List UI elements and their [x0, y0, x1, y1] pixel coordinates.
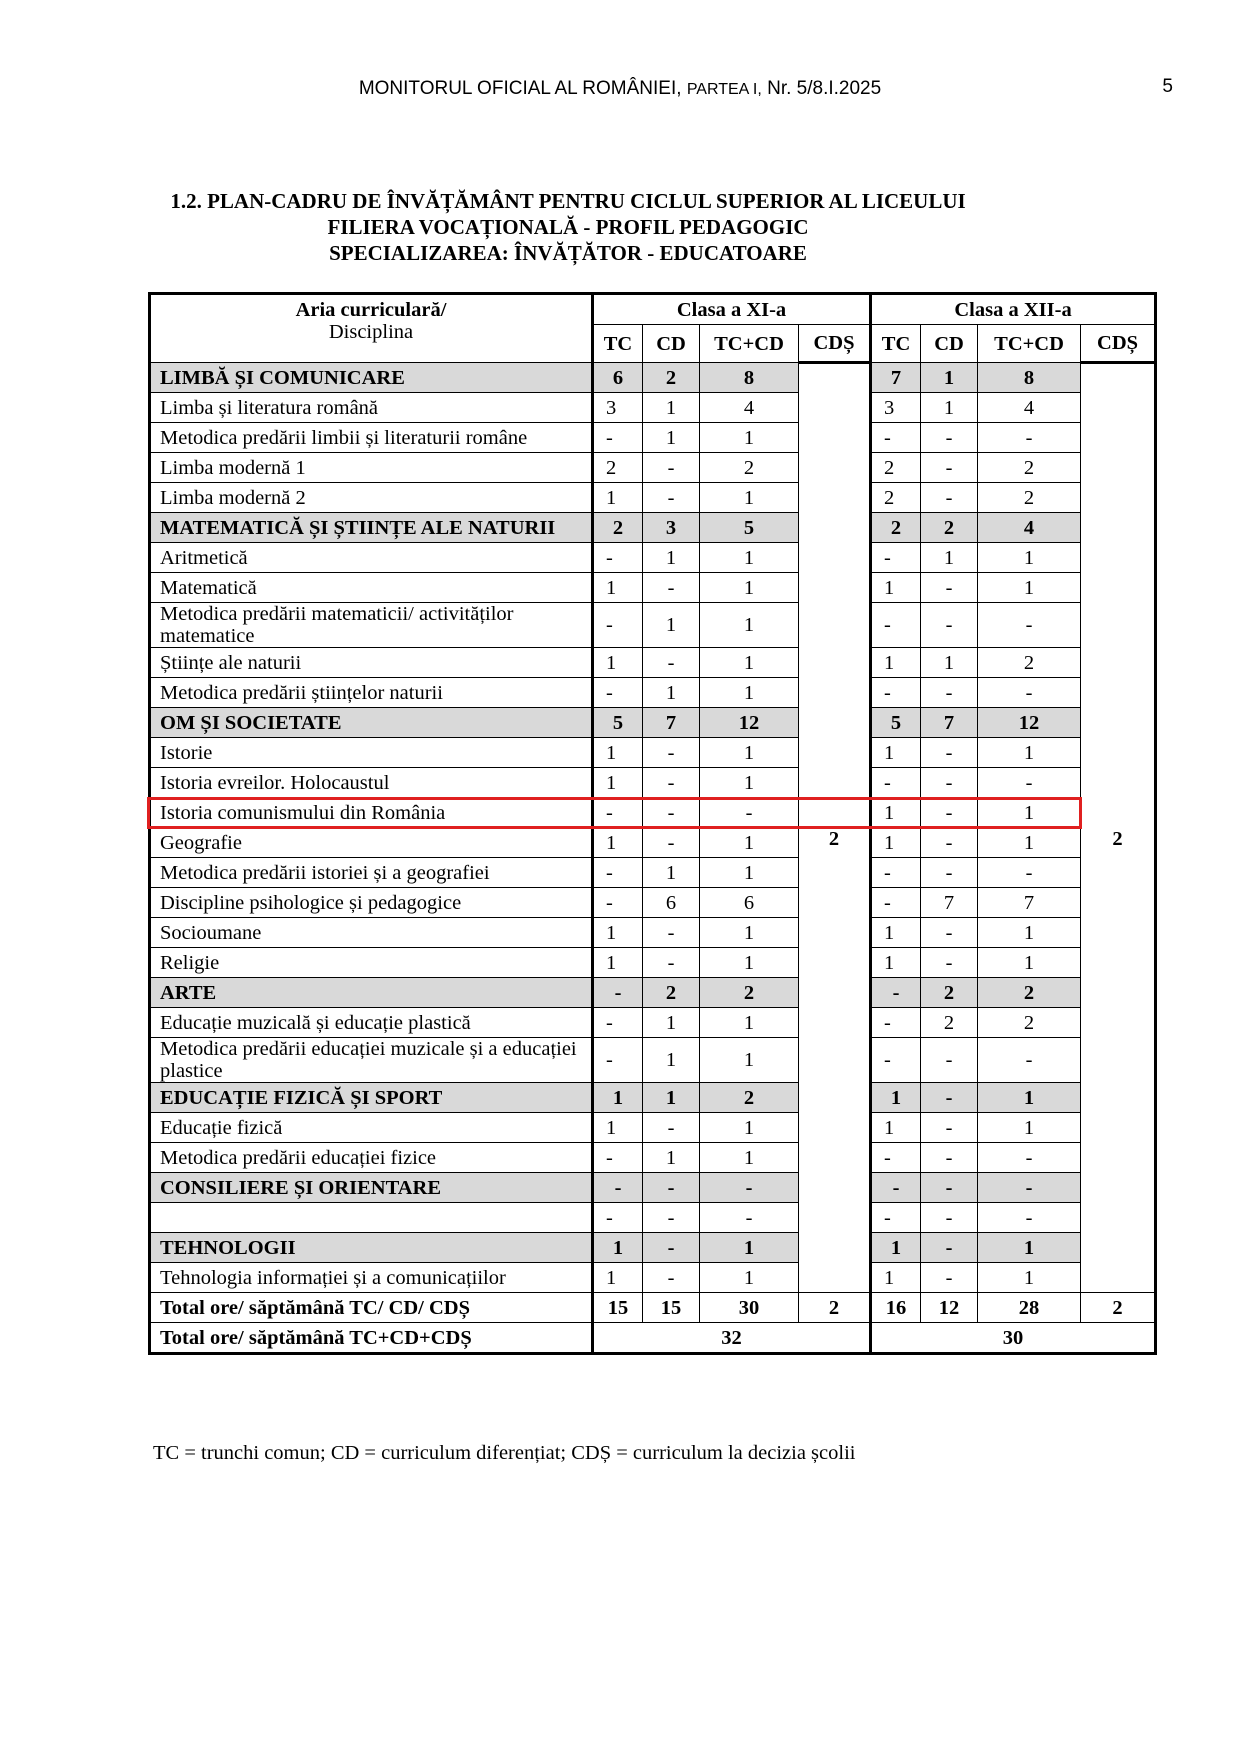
discipline-name: OM ȘI SOCIETATE	[150, 708, 593, 738]
hours-cell: -	[871, 1173, 921, 1203]
hours-cell: -	[593, 1143, 643, 1173]
hours-cell: 1	[700, 948, 799, 978]
header-area-cell	[150, 294, 593, 363]
hours-cell: 1	[700, 678, 799, 708]
hours-cell: -	[593, 798, 643, 828]
hours-cell: -	[921, 948, 978, 978]
hours-cell: 6	[700, 888, 799, 918]
hours-cell: -	[921, 738, 978, 768]
hours-cell: 1	[921, 363, 978, 393]
hours-cell: 1	[593, 1263, 643, 1293]
hours-cell: 1	[593, 1113, 643, 1143]
hours-cell: -	[978, 603, 1081, 648]
total-cell: 15	[593, 1293, 643, 1323]
hours-cell: 1	[643, 393, 700, 423]
hours-cell: 2	[643, 978, 700, 1008]
hours-cell: -	[921, 453, 978, 483]
hours-cell: -	[978, 768, 1081, 798]
hours-cell: 2	[700, 1083, 799, 1113]
hours-cell: 1	[700, 1263, 799, 1293]
hours-cell: 1	[593, 1233, 643, 1263]
discipline-name: Religie	[150, 948, 593, 978]
hours-cell: -	[921, 768, 978, 798]
hours-cell: -	[593, 1038, 643, 1083]
hours-cell: 1	[643, 1008, 700, 1038]
subheader-tc-12: TC	[871, 325, 921, 363]
hours-cell: 1	[700, 1113, 799, 1143]
hours-cell: -	[921, 423, 978, 453]
table-row	[150, 483, 1156, 513]
hours-cell: 1	[700, 573, 799, 603]
hours-cell: 7	[921, 888, 978, 918]
discipline-name: Științe ale naturii	[150, 648, 593, 678]
hours-cell: -	[978, 1143, 1081, 1173]
hours-cell: 1	[700, 918, 799, 948]
table-row	[150, 1203, 1156, 1233]
hours-cell: -	[593, 1173, 643, 1203]
hours-cell: 1	[871, 1263, 921, 1293]
hours-cell: 7	[643, 708, 700, 738]
hours-cell: 12	[978, 708, 1081, 738]
hours-cell: 1	[978, 948, 1081, 978]
hours-cell: 12	[700, 708, 799, 738]
discipline-name: Istoria comunismului din România	[150, 798, 593, 828]
hours-cell: 1	[700, 423, 799, 453]
total-cell: 15	[643, 1293, 700, 1323]
hours-cell: -	[643, 1113, 700, 1143]
hours-cell: 2	[921, 1008, 978, 1038]
hours-cell: 1	[871, 828, 921, 858]
hours-cell: 3	[871, 393, 921, 423]
hours-cell: -	[978, 1038, 1081, 1083]
table-row	[150, 543, 1156, 573]
hours-cell: 5	[871, 708, 921, 738]
hours-cell: 1	[700, 543, 799, 573]
hours-cell: -	[643, 483, 700, 513]
hours-cell: 1	[871, 1113, 921, 1143]
hours-cell: -	[871, 678, 921, 708]
hours-cell: -	[593, 543, 643, 573]
hours-cell: -	[871, 1203, 921, 1233]
hours-cell: 1	[871, 948, 921, 978]
hours-cell: 1	[700, 768, 799, 798]
hours-cell: 1	[700, 828, 799, 858]
discipline-name: Metodica predării matematicii/ activităților matematice	[150, 603, 593, 648]
hours-cell: -	[643, 948, 700, 978]
hours-cell: -	[921, 1173, 978, 1203]
area-row	[150, 978, 1156, 1008]
hours-cell: 1	[921, 543, 978, 573]
hours-cell: -	[921, 1038, 978, 1083]
curriculum-table	[148, 292, 1157, 1355]
discipline-name: ARTE	[150, 978, 593, 1008]
hours-cell: 1	[978, 1083, 1081, 1113]
hours-cell: -	[871, 1143, 921, 1173]
hours-cell: -	[921, 1083, 978, 1113]
hours-cell: 1	[871, 1233, 921, 1263]
hours-cell: 1	[643, 678, 700, 708]
hours-cell: 1	[700, 648, 799, 678]
hours-cell: -	[593, 978, 643, 1008]
total-cell: 2	[1081, 1293, 1156, 1323]
hours-cell: -	[593, 1203, 643, 1233]
hours-cell: 4	[700, 393, 799, 423]
hours-cell: -	[871, 888, 921, 918]
hours-cell: -	[921, 483, 978, 513]
hours-cell: 2	[978, 483, 1081, 513]
hours-cell: -	[871, 603, 921, 648]
hours-cell: 2	[700, 453, 799, 483]
total-cell: 30	[700, 1293, 799, 1323]
hours-cell: 1	[978, 918, 1081, 948]
cds-cell-11: 2	[799, 363, 871, 1293]
discipline-name: Istoria evreilor. Holocaustul	[150, 768, 593, 798]
table-row	[150, 828, 1156, 858]
hours-cell: 1	[643, 543, 700, 573]
hours-cell: -	[700, 1203, 799, 1233]
hours-cell: -	[921, 828, 978, 858]
hours-cell: -	[871, 1038, 921, 1083]
total-label: Total ore/ săptămână TC/ CD/ CDȘ	[150, 1293, 593, 1323]
discipline-name: Matematică	[150, 573, 593, 603]
hours-cell: -	[921, 1113, 978, 1143]
hours-cell: 2	[871, 513, 921, 543]
discipline-name: Educație muzicală și educație plastică	[150, 1008, 593, 1038]
discipline-name	[150, 1203, 593, 1233]
hours-cell: -	[921, 918, 978, 948]
hours-cell: -	[871, 423, 921, 453]
hours-cell: 8	[700, 363, 799, 393]
table-row	[150, 603, 1156, 648]
hours-cell: 1	[593, 918, 643, 948]
discipline-name: Istorie	[150, 738, 593, 768]
hours-cell: 1	[593, 768, 643, 798]
hours-cell: 5	[700, 513, 799, 543]
hours-cell: 1	[871, 918, 921, 948]
hours-cell: -	[593, 888, 643, 918]
discipline-name: Limba și literatura română	[150, 393, 593, 423]
discipline-name: Metodica predării limbii și literaturii române	[150, 423, 593, 453]
hours-cell: 1	[643, 858, 700, 888]
hours-cell: 1	[700, 858, 799, 888]
hours-cell: -	[643, 738, 700, 768]
hours-cell: 1	[978, 828, 1081, 858]
hours-cell: 1	[700, 738, 799, 768]
table-row	[150, 1263, 1156, 1293]
hours-cell: -	[700, 1173, 799, 1203]
hours-cell: 1	[978, 738, 1081, 768]
hours-cell: -	[643, 768, 700, 798]
hours-cell: 7	[978, 888, 1081, 918]
discipline-name: Tehnologia informației și a comunicațiilor	[150, 1263, 593, 1293]
subheader-cd-12: CD	[921, 325, 978, 363]
hours-cell: 2	[700, 978, 799, 1008]
table-row	[150, 648, 1156, 678]
hours-cell: -	[921, 1263, 978, 1293]
table-row	[150, 888, 1156, 918]
hours-cell: 1	[871, 798, 921, 828]
table-row	[150, 1038, 1156, 1083]
hours-cell: 1	[593, 948, 643, 978]
hours-cell: -	[921, 678, 978, 708]
cds-cell-12: 2	[1081, 363, 1156, 1293]
discipline-name: Socioumane	[150, 918, 593, 948]
hours-cell: -	[593, 858, 643, 888]
hours-cell: 7	[921, 708, 978, 738]
area-row	[150, 363, 1156, 393]
header-discipline-label: Disciplina	[328, 321, 414, 343]
hours-cell: 1	[700, 603, 799, 648]
hours-cell: 6	[643, 888, 700, 918]
header-area-label: Aria curriculară/	[295, 299, 447, 321]
page-header	[0, 78, 1240, 100]
hours-cell: 1	[593, 828, 643, 858]
area-row	[150, 1083, 1156, 1113]
table-row	[150, 1113, 1156, 1143]
hours-cell: -	[921, 1233, 978, 1263]
table-row	[150, 423, 1156, 453]
hours-cell: -	[643, 828, 700, 858]
total-cell: 12	[921, 1293, 978, 1323]
hours-cell: -	[978, 858, 1081, 888]
hours-cell: 1	[978, 1263, 1081, 1293]
hours-cell: 6	[593, 363, 643, 393]
hours-cell: 4	[978, 513, 1081, 543]
table-row	[150, 393, 1156, 423]
hours-cell: 1	[871, 648, 921, 678]
document-title-line-2: FILIERA VOCAȚIONALĂ - PROFIL PEDAGOGIC	[327, 215, 809, 239]
hours-cell: 1	[593, 483, 643, 513]
hours-cell: 2	[978, 453, 1081, 483]
hours-cell: 3	[593, 393, 643, 423]
discipline-name: TEHNOLOGII	[150, 1233, 593, 1263]
hours-cell: 1	[871, 738, 921, 768]
hours-cell: -	[593, 678, 643, 708]
discipline-name: Discipline psihologice și pedagogice	[150, 888, 593, 918]
hours-cell: -	[643, 798, 700, 828]
discipline-name: Educație fizică	[150, 1113, 593, 1143]
hours-cell: 1	[700, 483, 799, 513]
hours-cell: 1	[700, 1233, 799, 1263]
hours-cell: -	[921, 858, 978, 888]
hours-cell: 2	[871, 483, 921, 513]
hours-cell: 1	[643, 423, 700, 453]
hours-cell: 1	[921, 648, 978, 678]
hours-cell: 4	[978, 393, 1081, 423]
hours-cell: -	[978, 1203, 1081, 1233]
table-row	[150, 573, 1156, 603]
hours-cell: 2	[978, 1008, 1081, 1038]
hours-cell: 3	[643, 513, 700, 543]
total-combined-cell: 30	[871, 1323, 1156, 1354]
hours-cell: 8	[978, 363, 1081, 393]
hours-cell: -	[921, 603, 978, 648]
hours-cell: 2	[593, 513, 643, 543]
total-cell: 2	[799, 1293, 871, 1323]
subheader-tc-11: TC	[593, 325, 643, 363]
total-combined-label: Total ore/ săptămână TC+CD+CDȘ	[150, 1323, 593, 1354]
discipline-name: Limba modernă 1	[150, 453, 593, 483]
header-class-12: Clasa a XII-a	[871, 294, 1156, 325]
hours-cell: 1	[700, 1008, 799, 1038]
hours-cell: -	[700, 798, 799, 828]
table-row	[150, 918, 1156, 948]
subheader-tccd-11: TC+CD	[700, 325, 799, 363]
area-row	[150, 1173, 1156, 1203]
hours-cell: 1	[643, 603, 700, 648]
document-title-line-3: SPECIALIZAREA: ÎNVĂȚĂTOR - EDUCATOARE	[329, 241, 807, 265]
hours-cell: -	[978, 678, 1081, 708]
hours-cell: -	[593, 423, 643, 453]
discipline-name: Metodica predării educației muzicale și a educației plastice	[150, 1038, 593, 1083]
hours-cell: -	[643, 453, 700, 483]
hours-cell: -	[643, 648, 700, 678]
table-row	[150, 948, 1156, 978]
hours-cell: 1	[978, 573, 1081, 603]
discipline-name: LIMBĂ ȘI COMUNICARE	[150, 363, 593, 393]
hours-cell: 2	[978, 648, 1081, 678]
subheader-cds-12: CDȘ	[1081, 325, 1156, 363]
hours-cell: -	[871, 543, 921, 573]
table-row	[150, 1008, 1156, 1038]
hours-cell: 5	[593, 708, 643, 738]
subheader-cds-11: CDȘ	[799, 325, 871, 363]
hours-cell: -	[921, 573, 978, 603]
document-title-line-1: 1.2. PLAN-CADRU DE ÎNVĂȚĂMÂNT PENTRU CICLUL SUPERIOR AL LICEULUI	[170, 189, 966, 213]
hours-cell: -	[871, 858, 921, 888]
hours-cell: 2	[871, 453, 921, 483]
hours-cell: 1	[593, 1083, 643, 1113]
hours-cell: 7	[871, 363, 921, 393]
subheader-tccd-12: TC+CD	[978, 325, 1081, 363]
hours-cell: -	[643, 573, 700, 603]
discipline-name: Metodica predării educației fizice	[150, 1143, 593, 1173]
table-row	[150, 768, 1156, 798]
hours-cell: -	[921, 1203, 978, 1233]
hours-cell: 1	[643, 1143, 700, 1173]
discipline-name: Metodica predării istoriei și a geografiei	[150, 858, 593, 888]
hours-cell: 1	[921, 393, 978, 423]
table-row	[150, 858, 1156, 888]
hours-cell: 2	[921, 513, 978, 543]
total-row-separate	[150, 1293, 1156, 1323]
table-row	[150, 678, 1156, 708]
hours-cell: -	[643, 1233, 700, 1263]
hours-cell: -	[593, 603, 643, 648]
hours-cell: -	[921, 1143, 978, 1173]
area-row	[150, 1233, 1156, 1263]
hours-cell: -	[593, 1008, 643, 1038]
discipline-name: CONSILIERE ȘI ORIENTARE	[150, 1173, 593, 1203]
hours-cell: -	[921, 798, 978, 828]
table-row	[150, 738, 1156, 768]
hours-cell: 1	[978, 798, 1081, 828]
hours-cell: -	[643, 1203, 700, 1233]
discipline-name: Metodica predării științelor naturii	[150, 678, 593, 708]
hours-cell: -	[643, 1263, 700, 1293]
hours-cell: 1	[593, 573, 643, 603]
hours-cell: -	[643, 918, 700, 948]
hours-cell: 1	[593, 738, 643, 768]
subheader-cd-11: CD	[643, 325, 700, 363]
hours-cell: -	[871, 1008, 921, 1038]
total-cell: 16	[871, 1293, 921, 1323]
header-class-11: Clasa a XI-a	[593, 294, 871, 325]
journal-part: PARTEA I,	[686, 81, 762, 98]
discipline-name: MATEMATICĂ ȘI ȘTIINȚE ALE NATURII	[150, 513, 593, 543]
hours-cell: 1	[643, 1038, 700, 1083]
total-combined-cell: 32	[593, 1323, 871, 1354]
hours-cell: 2	[978, 978, 1081, 1008]
discipline-name: Limba modernă 2	[150, 483, 593, 513]
discipline-name: EDUCAȚIE FIZICĂ ȘI SPORT	[150, 1083, 593, 1113]
journal-issue: Nr. 5/8.I.2025	[767, 78, 882, 99]
page-number: 5	[1162, 76, 1173, 97]
table-row	[150, 453, 1156, 483]
legend: TC = trunchi comun; CD = curriculum diferențiat; CDȘ = curriculum la decizia școlii	[153, 1442, 856, 1464]
hours-cell: -	[871, 768, 921, 798]
hours-cell: 1	[978, 1233, 1081, 1263]
area-row	[150, 513, 1156, 543]
hours-cell: 1	[593, 648, 643, 678]
hours-cell: -	[871, 978, 921, 1008]
discipline-name: Geografie	[150, 828, 593, 858]
hours-cell: 1	[871, 1083, 921, 1113]
hours-cell: -	[978, 423, 1081, 453]
hours-cell: 2	[643, 363, 700, 393]
table-row	[150, 1143, 1156, 1173]
journal-name: MONITORUL OFICIAL AL ROMÂNIEI,	[358, 78, 682, 99]
hours-cell: -	[978, 1173, 1081, 1203]
hours-cell: 2	[921, 978, 978, 1008]
discipline-name: Aritmetică	[150, 543, 593, 573]
hours-cell: 2	[593, 453, 643, 483]
area-row	[150, 708, 1156, 738]
hours-cell: 1	[871, 573, 921, 603]
hours-cell: -	[643, 1173, 700, 1203]
hours-cell: 1	[700, 1143, 799, 1173]
hours-cell: 1	[700, 1038, 799, 1083]
table-row	[150, 798, 1156, 828]
total-row-combined	[150, 1323, 1156, 1354]
hours-cell: 1	[643, 1083, 700, 1113]
hours-cell: 1	[978, 543, 1081, 573]
hours-cell: 1	[978, 1113, 1081, 1143]
total-cell: 28	[978, 1293, 1081, 1323]
